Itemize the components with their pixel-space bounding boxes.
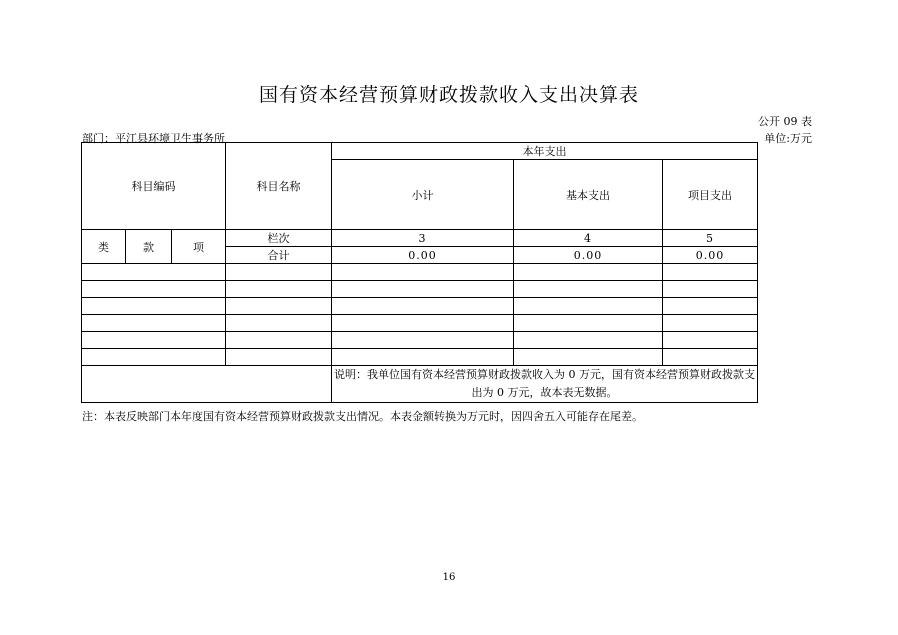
empty-cell [663, 315, 758, 332]
empty-cell [226, 298, 332, 315]
header-current-year-expense: 本年支出 [332, 143, 758, 160]
empty-cell [332, 315, 514, 332]
header-subtotal: 小计 [332, 160, 514, 230]
empty-cell [514, 264, 663, 281]
empty-cell [332, 281, 514, 298]
index-subtotal: 3 [332, 230, 514, 247]
empty-cell [226, 349, 332, 366]
row-index-label: 栏次 [226, 230, 332, 247]
form-number: 公开 09 表 [758, 115, 812, 128]
empty-cell [514, 332, 663, 349]
table-row [82, 332, 758, 349]
header-category: 类 [82, 230, 126, 264]
page-title: 国有资本经营预算财政拨款收入支出决算表 [258, 84, 639, 106]
page-number: 16 [442, 572, 456, 583]
empty-cell [663, 298, 758, 315]
empty-cell [514, 298, 663, 315]
empty-cell [82, 298, 226, 315]
header-basic-expense: 基本支出 [514, 160, 663, 230]
table-row [82, 298, 758, 315]
empty-cell [226, 332, 332, 349]
unit-label: 单位:万元 [764, 132, 812, 145]
empty-cell [514, 349, 663, 366]
total-basic: 0.00 [514, 247, 663, 264]
table-row [82, 281, 758, 298]
header-section: 款 [126, 230, 172, 264]
empty-cell [332, 349, 514, 366]
table-note: 说明：我单位国有资本经营预算财政拨款收入为 0 万元，国有资本经营预算财政拨款支出为 0 万元，故本表无数据。 [332, 366, 758, 403]
empty-cell [663, 264, 758, 281]
empty-cell [332, 264, 514, 281]
header-subject-name: 科目名称 [226, 143, 332, 230]
empty-cell [82, 281, 226, 298]
note-blank-cell [82, 366, 332, 403]
footnote: 注：本表反映部门本年度国有资本经营预算财政拨款支出情况。本表金额转换为万元时，因四舍五入可能存在尾差。 [82, 410, 643, 423]
empty-cell [82, 315, 226, 332]
empty-cell [226, 315, 332, 332]
empty-cell [663, 349, 758, 366]
table-row [82, 315, 758, 332]
header-subject-code: 科目编码 [82, 143, 226, 230]
empty-cell [82, 332, 226, 349]
budget-table [81, 142, 758, 403]
empty-cell [82, 349, 226, 366]
empty-cell [332, 332, 514, 349]
total-subtotal: 0.00 [332, 247, 514, 264]
header-project-expense: 项目支出 [663, 160, 758, 230]
index-basic: 4 [514, 230, 663, 247]
empty-cell [514, 281, 663, 298]
empty-cell [226, 264, 332, 281]
table-row [82, 349, 758, 366]
total-project: 0.00 [663, 247, 758, 264]
empty-cell [332, 298, 514, 315]
department-label: 部门：平江县环境卫生事务所 [82, 132, 225, 145]
row-total-label: 合计 [226, 247, 332, 264]
header-item: 项 [172, 230, 226, 264]
empty-cell [514, 315, 663, 332]
empty-cell [226, 281, 332, 298]
empty-cell [82, 264, 226, 281]
index-project: 5 [663, 230, 758, 247]
table-row [82, 264, 758, 281]
empty-cell [663, 281, 758, 298]
empty-cell [663, 332, 758, 349]
